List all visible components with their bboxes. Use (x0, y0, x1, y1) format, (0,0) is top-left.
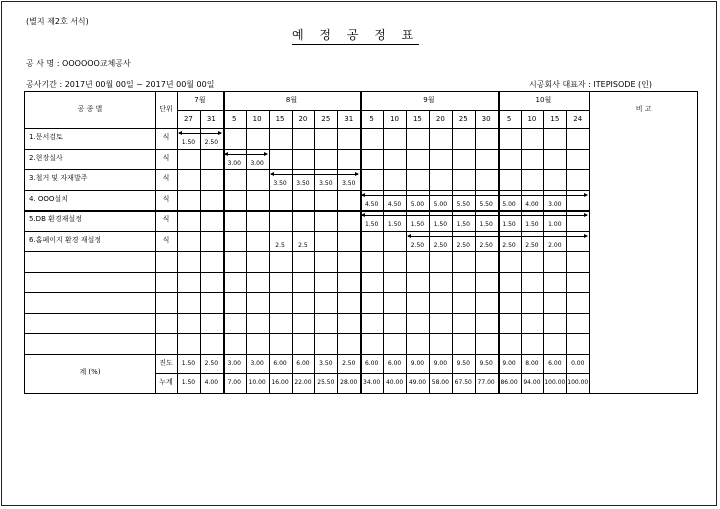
construction-period: 공사기간 : 2017년 00월 00일 ~ 2017년 00월 00일 (26, 80, 215, 89)
progress-value: 2.50 (204, 359, 219, 367)
task-value: 1.50 (479, 221, 493, 228)
task-name: 5.DB 환경재설정 (29, 215, 82, 223)
schedule-bar (362, 215, 587, 216)
day-header: 5 (369, 115, 374, 123)
task-value: 5.00 (502, 200, 516, 208)
cumulative-value: 40.00 (385, 378, 404, 386)
task-unit: 식 (162, 215, 170, 223)
contractor-representative: 시공회사 대표자 : ITEPISODE (인) (529, 80, 653, 89)
cumulative-value: 7.00 (227, 378, 241, 386)
cumulative-value: 22.00 (294, 378, 312, 386)
task-value: 1.50 (456, 221, 470, 228)
schedule-bar (271, 174, 359, 175)
day-header: 5 (506, 115, 512, 123)
task-name: 4. OOO설치 (29, 194, 68, 203)
grid-line (177, 92, 178, 393)
cumulative-value: 86.00 (500, 378, 518, 386)
day-header: 27 (183, 115, 193, 123)
grid-line (25, 128, 589, 129)
grid-line (589, 92, 590, 393)
form-page (1, 1, 717, 506)
progress-value: 6.00 (548, 359, 562, 367)
progress-value: 3.00 (250, 359, 264, 367)
cumulative-value: 16.00 (271, 378, 289, 386)
task-value: 5.50 (456, 200, 470, 208)
day-header: 20 (298, 115, 308, 123)
progress-value: 6.00 (296, 359, 310, 367)
task-value: 3.50 (319, 180, 333, 187)
task-value: 2.50 (410, 241, 425, 249)
form-number: (별지 제2호 서식) (26, 17, 89, 26)
day-header: 5 (232, 115, 237, 123)
cumulative-value: 67.50 (454, 378, 472, 386)
page-title: 예 정 공 정 표 (292, 26, 419, 45)
progress-value: 9.00 (502, 359, 516, 367)
task-value: 2.50 (433, 241, 448, 249)
day-header: 20 (435, 115, 445, 123)
day-header: 15 (275, 115, 285, 123)
day-header: 10 (252, 115, 262, 123)
cumulative-value: 58.00 (431, 378, 449, 386)
grid-line (25, 190, 589, 191)
cumulative-value: 25.50 (317, 378, 335, 386)
grid-line (25, 210, 589, 212)
task-value: 3.50 (342, 180, 356, 187)
progress-value: 3.00 (227, 359, 241, 367)
task-value: 5.00 (433, 200, 448, 208)
grid-line (360, 92, 362, 393)
task-value: 1.00 (548, 221, 562, 228)
task-value: 1.50 (525, 221, 539, 228)
task-value: 2.50 (502, 241, 516, 249)
grid-line (25, 333, 589, 334)
cumulative-value: 28.00 (340, 378, 358, 386)
day-header: 15 (412, 115, 422, 123)
cumulative-value: 77.00 (477, 378, 495, 386)
day-header: 25 (321, 115, 331, 123)
task-value: 2.50 (525, 241, 539, 249)
schedule-bar (408, 236, 587, 237)
task-value: 1.50 (433, 221, 448, 228)
task-value: 2.50 (479, 241, 493, 249)
progress-value: 3.50 (319, 359, 333, 367)
cumulative-value: 1.50 (181, 378, 196, 386)
grid-line (25, 251, 589, 252)
schedule-table (24, 91, 698, 394)
task-value: 4.50 (364, 200, 379, 208)
day-header: 31 (206, 115, 216, 123)
task-unit: 식 (162, 153, 170, 162)
task-value: 3.50 (296, 180, 310, 187)
task-value: 5.50 (479, 200, 493, 208)
grid-line (155, 92, 156, 393)
grid-line (177, 110, 589, 111)
schedule-bar (362, 195, 587, 196)
month-header: 8월 (285, 96, 298, 104)
progress-value: 9.00 (433, 359, 448, 367)
progress-value: 6.00 (364, 359, 379, 367)
task-name: 3.철거 및 자재발주 (29, 174, 88, 182)
schedule-bar (225, 154, 267, 155)
task-value: 2.00 (548, 241, 562, 249)
task-unit: 식 (162, 194, 170, 203)
task-value: 2.50 (456, 241, 470, 249)
progress-value: 9.00 (410, 359, 425, 367)
task-unit: 식 (162, 174, 170, 182)
grid-line (25, 149, 589, 150)
grid-line (25, 231, 589, 232)
task-name: 6.홈페이지 환경 재설정 (29, 235, 101, 244)
grid-line (223, 92, 225, 393)
grid-line (25, 272, 589, 273)
task-value: 4.00 (525, 200, 539, 208)
cumulative-label: 누계 (159, 377, 173, 386)
progress-value: 6.00 (273, 359, 287, 367)
task-unit: 식 (162, 235, 170, 244)
schedule-bar (179, 133, 221, 134)
task-value: 1.50 (181, 139, 196, 146)
task-unit: 식 (162, 133, 170, 141)
grid-line (25, 169, 589, 170)
total-label: 계 (%) (79, 367, 101, 376)
progress-value: 0.00 (571, 359, 585, 367)
task-value: 3.00 (548, 200, 562, 208)
task-value: 2.50 (204, 139, 219, 146)
progress-value: 9.50 (479, 359, 493, 367)
progress-value: 2.50 (342, 359, 356, 367)
progress-value: 6.00 (387, 359, 402, 367)
task-value: 5.00 (410, 200, 425, 208)
grid-line (498, 92, 500, 393)
cumulative-value: 100.00 (544, 378, 566, 386)
task-value: 3.00 (227, 159, 241, 167)
month-header: 9월 (423, 96, 435, 104)
task-value: 3.50 (273, 180, 287, 187)
grid-line (25, 292, 589, 293)
cumulative-value: 94.00 (523, 378, 541, 386)
progress-value: 8.00 (525, 359, 539, 367)
task-value: 2.5 (298, 241, 308, 249)
day-header: 10 (390, 115, 400, 123)
day-header: 30 (481, 115, 491, 123)
task-value: 2.5 (275, 241, 285, 249)
progress-label: 진도 (159, 358, 173, 367)
cumulative-value: 49.00 (408, 378, 427, 386)
task-value: 1.50 (387, 221, 402, 228)
month-header: 7월 (194, 96, 206, 104)
day-header: 25 (458, 115, 468, 123)
month-header: 10월 (535, 96, 552, 104)
project-name: 공 사 명 : OOOOOO교체공사 (26, 59, 131, 68)
cumulative-value: 4.00 (204, 378, 219, 386)
column-header-work: 공 종 별 (77, 105, 103, 113)
progress-value: 9.50 (456, 359, 470, 367)
task-value: 4.50 (387, 200, 402, 208)
task-value: 3.00 (250, 159, 264, 167)
day-header: 31 (344, 115, 354, 123)
grid-line (25, 313, 589, 314)
task-name: 2.현장실사 (29, 153, 63, 162)
cumulative-value: 34.00 (363, 378, 381, 386)
day-header: 10 (527, 115, 537, 123)
task-name: 1.문서검토 (29, 133, 63, 141)
grid-line (25, 354, 589, 355)
task-value: 1.50 (364, 221, 379, 228)
cumulative-value: 10.00 (248, 378, 266, 386)
day-header: 15 (550, 115, 560, 123)
cumulative-value: 100.00 (567, 378, 589, 386)
progress-value: 1.50 (181, 359, 196, 367)
grid-line (155, 373, 589, 374)
day-header: 24 (573, 115, 583, 123)
column-header-remarks: 비 고 (635, 105, 652, 113)
task-value: 1.50 (502, 221, 516, 228)
column-header-unit: 단위 (159, 105, 173, 113)
task-value: 1.50 (410, 221, 425, 228)
